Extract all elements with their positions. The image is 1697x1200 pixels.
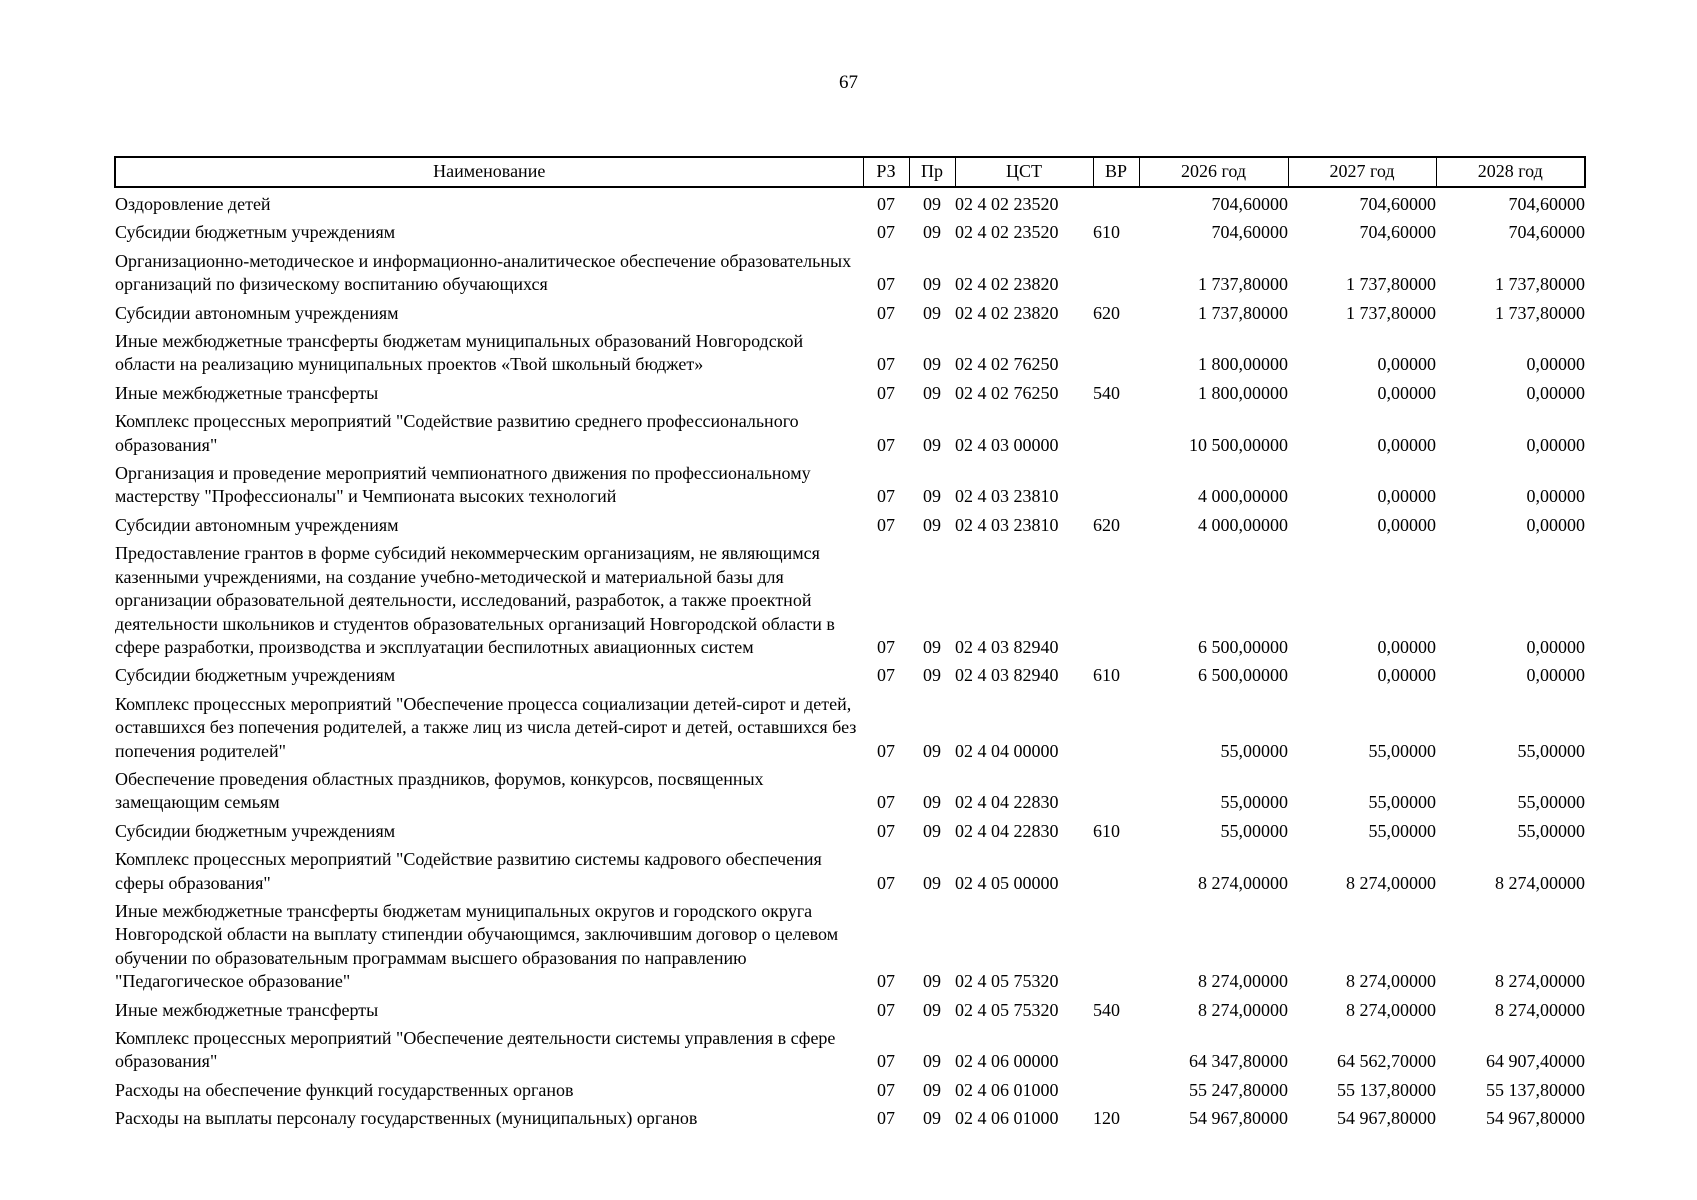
row-name: Иные межбюджетные трансферты	[115, 999, 379, 1020]
row-name: Иные межбюджетные трансферты бюджетам муниципальных округов и городского округа Новгородской области на выплату стипендии обучающимся, заключившим договор о целевом обучении по образовательным программам высшего образования по направлению "Педагогическое образование"	[115, 900, 839, 992]
row-value-2028: 1 737,80000	[1495, 302, 1585, 323]
table-row	[115, 1022, 1585, 1074]
row-value-2028: 64 907,40000	[1486, 1051, 1585, 1072]
row-value-2027: 8 274,00000	[1346, 872, 1436, 893]
row-value-2026: 8 274,00000	[1198, 999, 1288, 1020]
row-name: Субсидии автономным учреждениям	[115, 514, 399, 535]
header-cst: ЦСТ	[955, 157, 1093, 187]
row-rz: 07	[877, 514, 895, 535]
row-name: Обеспечение проведения областных праздников, форумов, конкурсов, посвященных замещающим семьям	[115, 768, 764, 813]
row-value-2027: 55,00000	[1368, 820, 1436, 841]
row-value-2028: 8 274,00000	[1495, 872, 1585, 893]
row-value-2027: 55,00000	[1368, 740, 1436, 761]
row-value-2028: 55,00000	[1517, 792, 1585, 813]
row-rz: 07	[877, 740, 895, 761]
row-name: Расходы на обеспечение функций государственных органов	[115, 1079, 574, 1100]
row-name: Комплекс процессных мероприятий "Обеспечение процесса социализации детей-сирот и детей, оставшихся без попечения родителей, а также лиц из числа детей-сирот и детей, оставшихся без попечения родителей"	[115, 693, 857, 761]
row-cst: 02 4 02 23820	[955, 274, 1059, 295]
table-row	[115, 187, 1585, 216]
table-row	[115, 1102, 1585, 1130]
row-rz: 07	[877, 872, 895, 893]
row-rz: 07	[877, 1108, 895, 1129]
row-value-2026: 704,60000	[1211, 194, 1288, 214]
row-pr: 09	[923, 740, 941, 761]
row-value-2028: 55,00000	[1517, 740, 1585, 761]
row-pr: 09	[923, 382, 941, 403]
row-rz: 07	[877, 971, 895, 992]
row-name: Иные межбюджетные трансферты бюджетам муниципальных образований Новгородской области на реализацию муниципальных проектов «Твой школьный бюджет»	[115, 331, 804, 375]
row-value-2027: 704,60000	[1359, 222, 1436, 243]
row-pr: 09	[923, 971, 941, 992]
table-row	[115, 377, 1585, 405]
row-pr: 09	[923, 194, 941, 214]
row-value-2027: 0,00000	[1377, 354, 1436, 375]
row-cst: 02 4 03 23810	[955, 514, 1059, 535]
row-value-2028: 0,00000	[1526, 514, 1585, 535]
row-value-2027: 0,00000	[1377, 514, 1436, 535]
table-row	[115, 405, 1585, 457]
budget-table	[114, 156, 1586, 1131]
header-2028: 2028 год	[1436, 157, 1585, 187]
row-value-2026: 64 347,80000	[1189, 1051, 1288, 1072]
table-row	[115, 895, 1585, 994]
row-cst: 02 4 02 23520	[955, 222, 1059, 243]
row-name: Субсидии автономным учреждениям	[115, 302, 399, 323]
row-value-2027: 8 274,00000	[1346, 999, 1436, 1020]
row-vr: 610	[1093, 222, 1120, 243]
row-value-2026: 8 274,00000	[1198, 872, 1288, 893]
header-name: Наименование	[115, 157, 863, 187]
header-2027: 2027 год	[1288, 157, 1436, 187]
row-cst: 02 4 06 01000	[955, 1079, 1059, 1100]
row-value-2027: 1 737,80000	[1346, 274, 1436, 295]
row-value-2027: 55 137,80000	[1337, 1079, 1436, 1100]
row-vr: 610	[1093, 820, 1120, 841]
table-row	[115, 659, 1585, 687]
table-row	[115, 245, 1585, 297]
row-pr: 09	[923, 222, 941, 243]
row-value-2028: 55,00000	[1517, 820, 1585, 841]
row-value-2027: 704,60000	[1359, 194, 1436, 214]
row-pr: 09	[923, 792, 941, 813]
row-name: Расходы на выплаты персоналу государственных (муниципальных) органов	[115, 1108, 698, 1129]
row-rz: 07	[877, 382, 895, 403]
row-rz: 07	[877, 434, 895, 455]
row-cst: 02 4 04 22830	[955, 820, 1059, 841]
row-pr: 09	[923, 354, 941, 375]
row-value-2026: 4 000,00000	[1198, 486, 1288, 507]
row-value-2028: 0,00000	[1526, 382, 1585, 403]
row-cst: 02 4 03 82940	[955, 636, 1059, 657]
row-pr: 09	[923, 486, 941, 507]
row-rz: 07	[877, 486, 895, 507]
row-cst: 02 4 02 23520	[955, 194, 1059, 214]
row-vr: 620	[1093, 302, 1120, 323]
row-cst: 02 4 05 75320	[955, 999, 1059, 1020]
row-cst: 02 4 04 22830	[955, 792, 1059, 813]
row-vr: 120	[1093, 1108, 1120, 1129]
row-value-2028: 704,60000	[1508, 222, 1585, 243]
row-rz: 07	[877, 792, 895, 813]
row-value-2028: 0,00000	[1526, 354, 1585, 375]
row-value-2027: 55,00000	[1368, 792, 1436, 813]
row-vr: 620	[1093, 514, 1120, 535]
row-rz: 07	[877, 636, 895, 657]
row-name: Комплекс процессных мероприятий "Обеспечение деятельности системы управления в сфере образования"	[115, 1028, 836, 1072]
row-name: Субсидии бюджетным учреждениям	[115, 820, 396, 841]
row-vr	[1093, 1074, 1139, 1102]
row-pr: 09	[923, 665, 941, 686]
row-value-2027: 0,00000	[1377, 665, 1436, 686]
row-rz: 07	[877, 354, 895, 375]
row-cst: 02 4 06 00000	[955, 1051, 1059, 1072]
row-vr: 540	[1093, 382, 1120, 403]
table-row	[115, 994, 1585, 1022]
table-row	[115, 297, 1585, 325]
row-value-2027: 1 737,80000	[1346, 302, 1436, 323]
row-value-2028: 0,00000	[1526, 665, 1585, 686]
row-cst: 02 4 05 00000	[955, 872, 1059, 893]
row-pr: 09	[923, 1079, 941, 1100]
table-row	[115, 1074, 1585, 1102]
row-rz: 07	[877, 999, 895, 1020]
row-vr	[1093, 895, 1139, 994]
row-cst: 02 4 03 82940	[955, 665, 1059, 686]
table-row	[115, 509, 1585, 537]
row-value-2026: 1 800,00000	[1198, 354, 1288, 375]
row-pr: 09	[923, 872, 941, 893]
row-pr: 09	[923, 434, 941, 455]
row-pr: 09	[923, 636, 941, 657]
row-value-2027: 0,00000	[1377, 636, 1436, 657]
row-value-2027: 64 562,70000	[1337, 1051, 1436, 1072]
row-cst: 02 4 02 76250	[955, 382, 1059, 403]
row-value-2028: 55 137,80000	[1486, 1079, 1585, 1100]
row-name: Иные межбюджетные трансферты	[115, 382, 379, 403]
row-cst: 02 4 02 76250	[955, 354, 1059, 375]
page-number: 67	[839, 72, 858, 93]
row-name: Оздоровление детей	[115, 194, 271, 214]
table-row	[115, 763, 1585, 815]
row-vr: 610	[1093, 665, 1120, 686]
row-pr: 09	[923, 1108, 941, 1129]
row-value-2026: 6 500,00000	[1198, 636, 1288, 657]
row-vr	[1093, 325, 1139, 377]
row-value-2028: 704,60000	[1508, 194, 1585, 214]
row-name: Комплекс процессных мероприятий "Содействие развитию среднего профессионального образования"	[115, 411, 799, 455]
row-cst: 02 4 03 00000	[955, 434, 1059, 455]
row-vr	[1093, 537, 1139, 659]
row-value-2026: 1 800,00000	[1198, 382, 1288, 403]
row-rz: 07	[877, 302, 895, 323]
row-rz: 07	[877, 194, 895, 214]
row-value-2027: 54 967,80000	[1337, 1108, 1436, 1129]
row-name: Организационно-методическое и информационно-аналитическое обеспечение образовательных организаций по физическому воспитанию обучающихся	[115, 250, 852, 295]
row-rz: 07	[877, 274, 895, 295]
row-cst: 02 4 04 00000	[955, 740, 1059, 761]
row-pr: 09	[923, 999, 941, 1020]
row-value-2026: 54 967,80000	[1189, 1108, 1288, 1129]
row-name: Субсидии бюджетным учреждениям	[115, 222, 396, 243]
row-pr: 09	[923, 274, 941, 295]
row-value-2027: 8 274,00000	[1346, 971, 1436, 992]
table-row	[115, 537, 1585, 659]
row-pr: 09	[923, 1051, 941, 1072]
row-value-2028: 0,00000	[1526, 636, 1585, 657]
row-vr	[1093, 187, 1139, 216]
row-value-2028: 1 737,80000	[1495, 274, 1585, 295]
row-value-2026: 704,60000	[1211, 222, 1288, 243]
row-cst: 02 4 02 23820	[955, 302, 1059, 323]
row-name: Организация и проведение мероприятий чемпионатного движения по профессиональному мастерству "Профессионалы" и Чемпионата высоких технологий	[115, 463, 811, 507]
row-name: Субсидии бюджетным учреждениям	[115, 665, 396, 686]
table-row	[115, 216, 1585, 244]
table-row	[115, 457, 1585, 509]
row-value-2026: 6 500,00000	[1198, 665, 1288, 686]
row-pr: 09	[923, 820, 941, 841]
row-rz: 07	[877, 665, 895, 686]
row-value-2028: 54 967,80000	[1486, 1108, 1585, 1129]
row-pr: 09	[923, 302, 941, 323]
row-value-2028: 0,00000	[1526, 434, 1585, 455]
row-value-2028: 8 274,00000	[1495, 999, 1585, 1020]
row-cst: 02 4 03 23810	[955, 486, 1059, 507]
row-rz: 07	[877, 820, 895, 841]
row-value-2027: 0,00000	[1377, 486, 1436, 507]
table-row	[115, 815, 1585, 843]
row-value-2026: 1 737,80000	[1198, 274, 1288, 295]
row-value-2026: 4 000,00000	[1198, 514, 1288, 535]
table-row	[115, 688, 1585, 763]
row-value-2026: 55,00000	[1220, 740, 1288, 761]
row-value-2027: 0,00000	[1377, 382, 1436, 403]
header-vr: ВР	[1093, 157, 1139, 187]
row-rz: 07	[877, 1079, 895, 1100]
row-name: Предоставление грантов в форме субсидий некоммерческим организациям, не являющимся казенными учреждениями, на создание учебно-методической и материальной базы для организации образовательной деятельности, исследований, разработок, а также проектной деятельности школьников и студентов образовательных организаций Новгородской области в сфере разработки, производства и эксплуатации беспилотных авиационных систем	[115, 543, 835, 657]
row-cst: 02 4 06 01000	[955, 1108, 1059, 1129]
header-2026: 2026 год	[1139, 157, 1288, 187]
table-body	[115, 187, 1585, 1131]
row-vr: 540	[1093, 999, 1120, 1020]
table-row	[115, 843, 1585, 895]
row-rz: 07	[877, 1051, 895, 1072]
row-value-2028: 8 274,00000	[1495, 971, 1585, 992]
row-value-2026: 8 274,00000	[1198, 971, 1288, 992]
row-value-2026: 10 500,00000	[1189, 434, 1288, 455]
table-row	[115, 325, 1585, 377]
row-rz: 07	[877, 222, 895, 243]
row-vr	[1093, 843, 1139, 895]
row-vr	[1093, 457, 1139, 509]
row-vr	[1093, 1022, 1139, 1074]
row-value-2026: 55,00000	[1220, 792, 1288, 813]
row-pr: 09	[923, 514, 941, 535]
header-pr: Пр	[909, 157, 955, 187]
row-value-2028: 0,00000	[1526, 486, 1585, 507]
row-cst: 02 4 05 75320	[955, 971, 1059, 992]
row-vr	[1093, 245, 1139, 297]
row-vr	[1093, 763, 1139, 815]
row-vr	[1093, 405, 1139, 457]
row-vr	[1093, 688, 1139, 763]
row-value-2026: 55 247,80000	[1189, 1079, 1288, 1100]
row-value-2026: 1 737,80000	[1198, 302, 1288, 323]
row-value-2026: 55,00000	[1220, 820, 1288, 841]
row-value-2027: 0,00000	[1377, 434, 1436, 455]
header-row	[115, 157, 1585, 187]
row-name: Комплекс процессных мероприятий "Содействие развитию системы кадрового обеспечения сферы образования"	[115, 849, 822, 893]
header-rz: РЗ	[863, 157, 909, 187]
